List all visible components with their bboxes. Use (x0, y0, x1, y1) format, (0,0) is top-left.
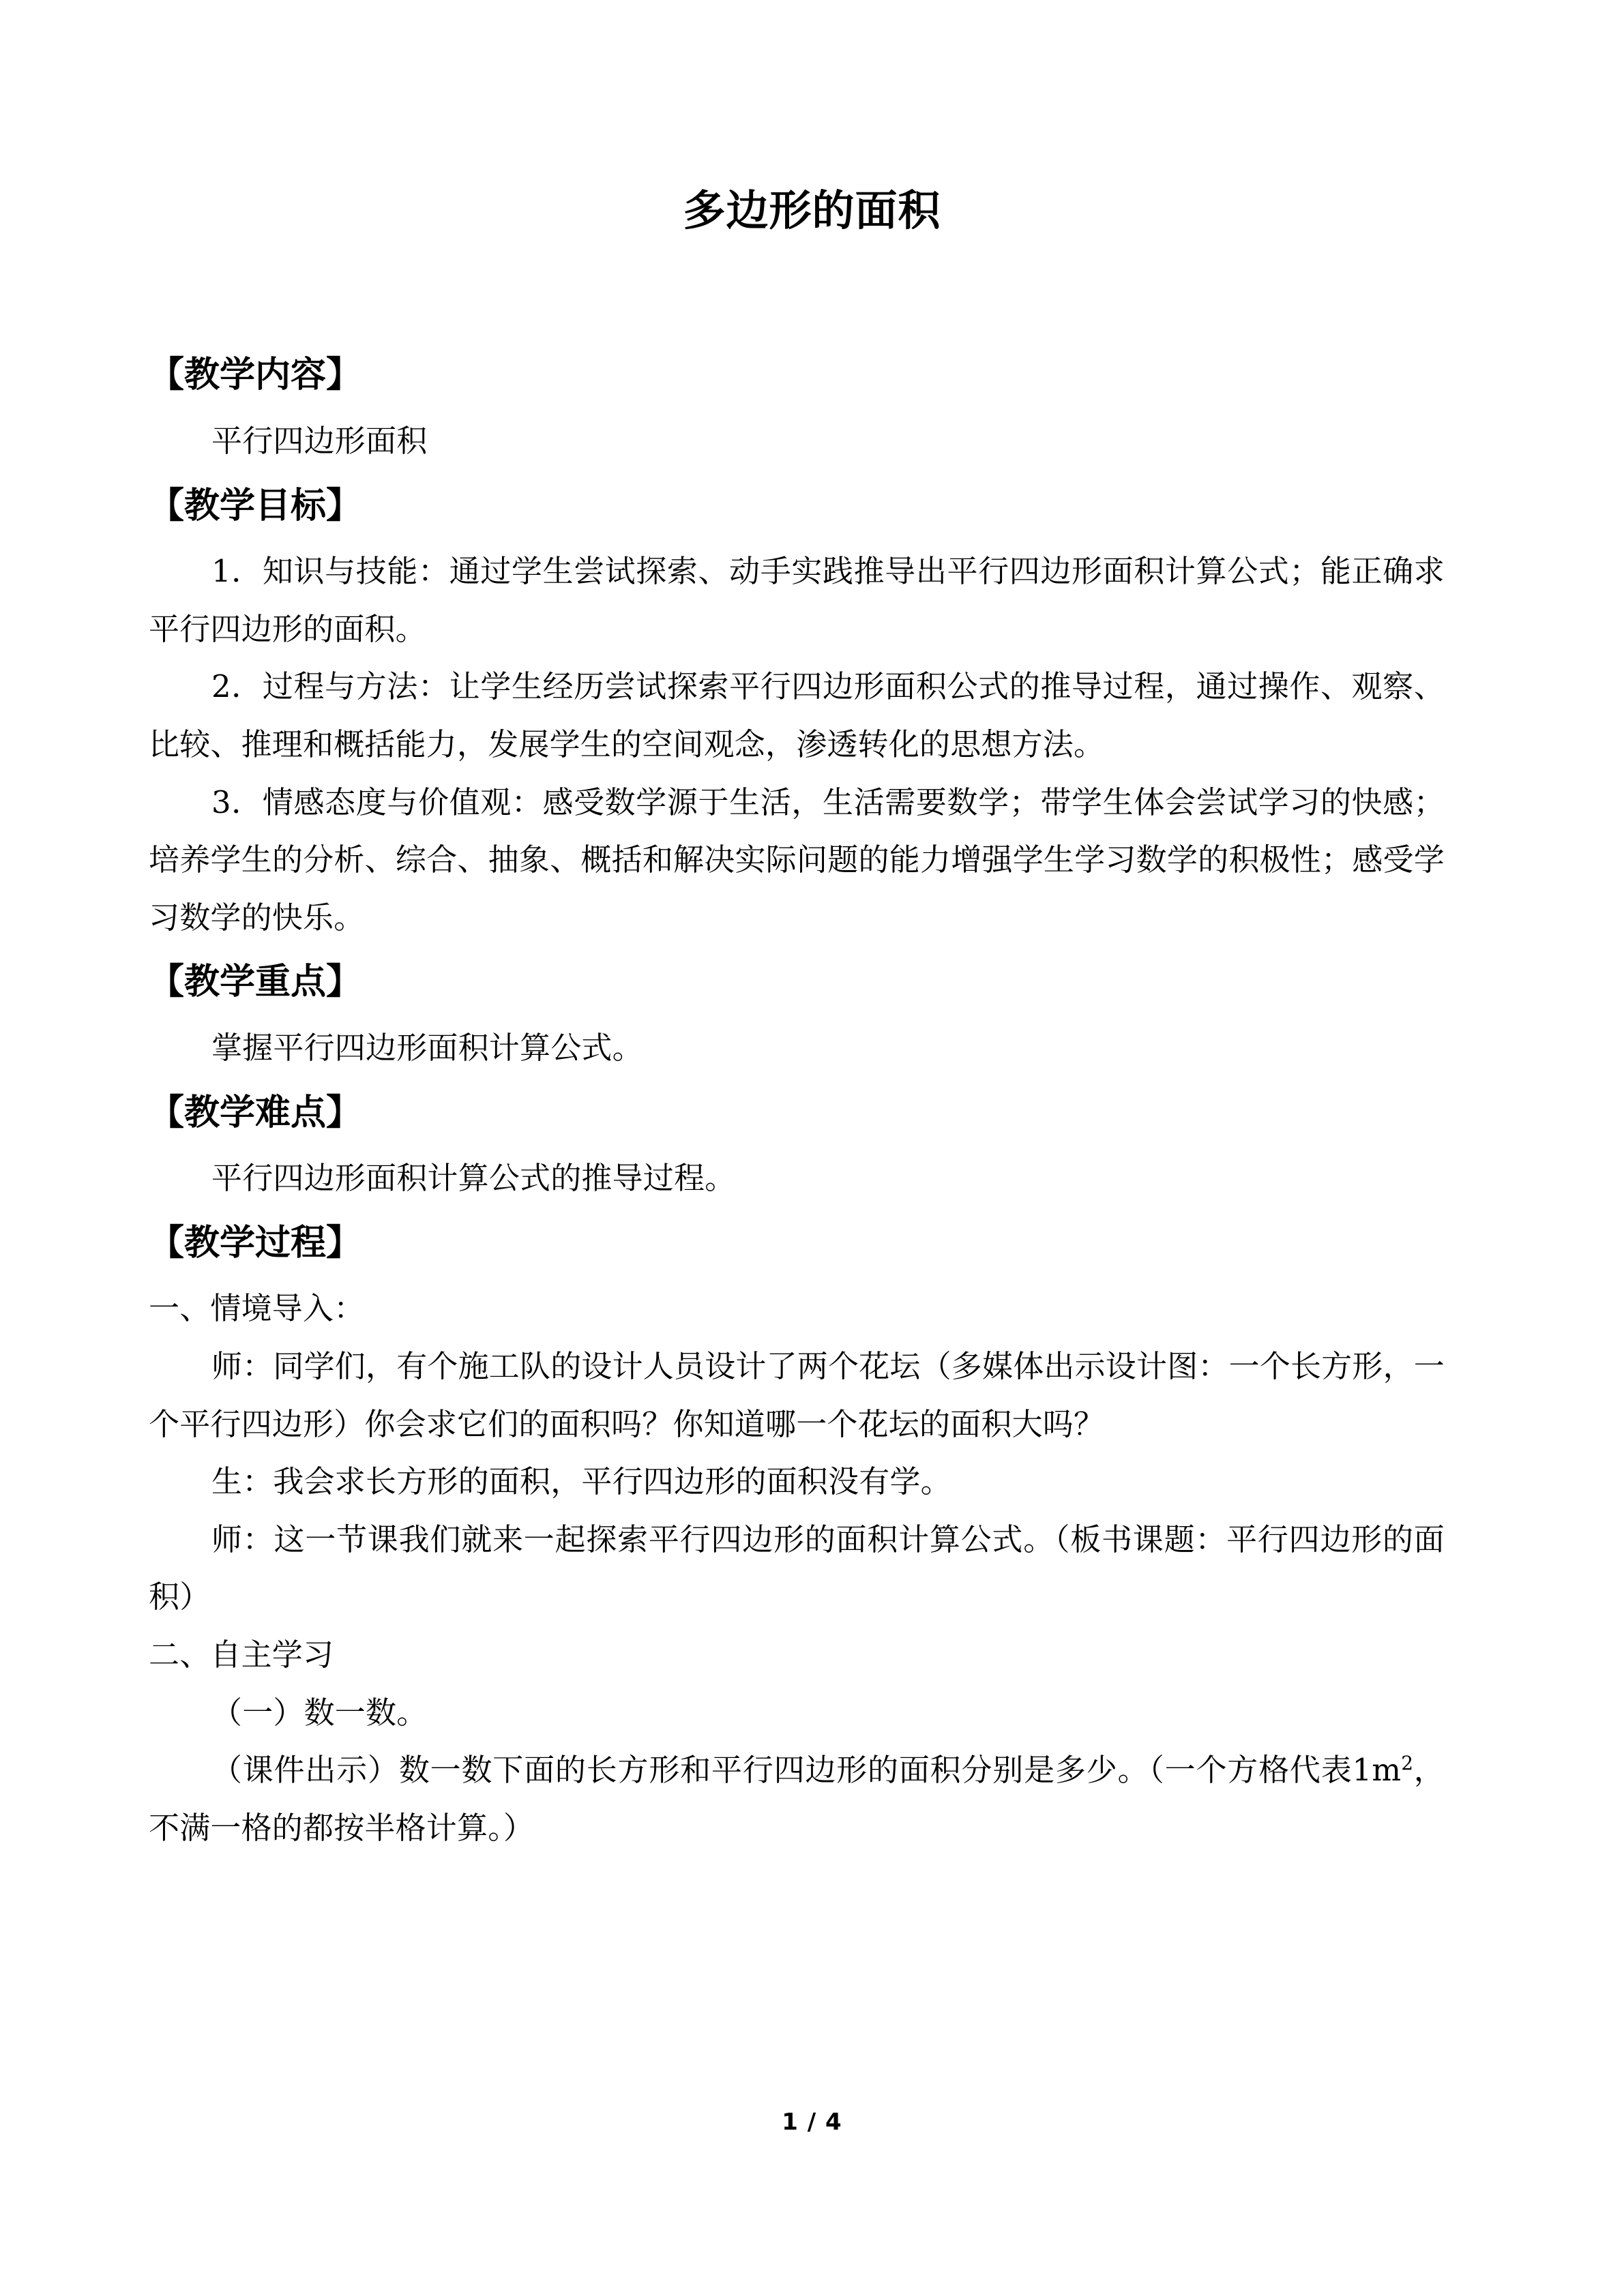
body-paragraph: 平行四边形面积 (211, 423, 428, 460)
body-paragraph: 3．情感态度与价值观：感受数学源于生活，生活需要数学；带学生体会尝试学习的快感；培养学生的分析、综合、抽象、概括和解决实际问题的能力增强学生学习数学的积极性；感受学习数学的快乐。 (149, 784, 1445, 936)
body-paragraph: 掌握平行四边形面积计算公式。 (211, 1030, 643, 1067)
body-paragraph: 师：同学们，有个施工队的设计人员设计了两个花坛（多媒体出示设计图：一个长方形，一个平行四边形）你会求它们的面积吗？你知道哪一个花坛的面积大吗？ (149, 1348, 1445, 1442)
section-heading: 【教学目标】 (149, 485, 362, 526)
body-paragraph: 一、情境导入： (149, 1290, 365, 1327)
section-heading: 【教学过程】 (149, 1222, 362, 1264)
section-heading: 【教学重点】 (149, 961, 362, 1003)
body-paragraph: 1．知识与技能：通过学生尝试探索、动手实践推导出平行四边形面积计算公式；能正确求平行四边形的面积。 (149, 553, 1445, 647)
body-paragraph: 平行四边形面积计算公式的推导过程。 (211, 1160, 736, 1197)
body-paragraph: 二、自主学习 (149, 1637, 334, 1673)
body-paragraph: （课件出示）数一数下面的长方形和平行四边形的面积分别是多少。（一个方格代表$1m^2$，不满一格的都按半格计算。） (149, 1752, 1445, 1846)
body-paragraph: 生：我会求长方形的面积，平行四边形的面积没有学。 (211, 1463, 951, 1500)
page-title: 多边形的面积 (683, 185, 941, 235)
body-paragraph: 2．过程与方法：让学生经历尝试探索平行四边形面积公式的推导过程，通过操作、观察、比较、推理和概括能力，发展学生的空间观念，渗透转化的思想方法。 (149, 668, 1445, 763)
body-paragraph: （一）数一数。 (211, 1694, 428, 1731)
title-spacer (0, 236, 1624, 340)
section-heading: 【教学难点】 (149, 1092, 362, 1133)
section-heading: 【教学内容】 (149, 355, 362, 396)
body-paragraph: 师：这一节课我们就来一起探索平行四边形的面积计算公式。（板书课题：平行四边形的面积） (149, 1521, 1445, 1615)
document-body (149, 352, 1445, 1857)
page-footer: 1 / 4 (782, 2108, 842, 2136)
sections-container (149, 352, 1445, 1857)
